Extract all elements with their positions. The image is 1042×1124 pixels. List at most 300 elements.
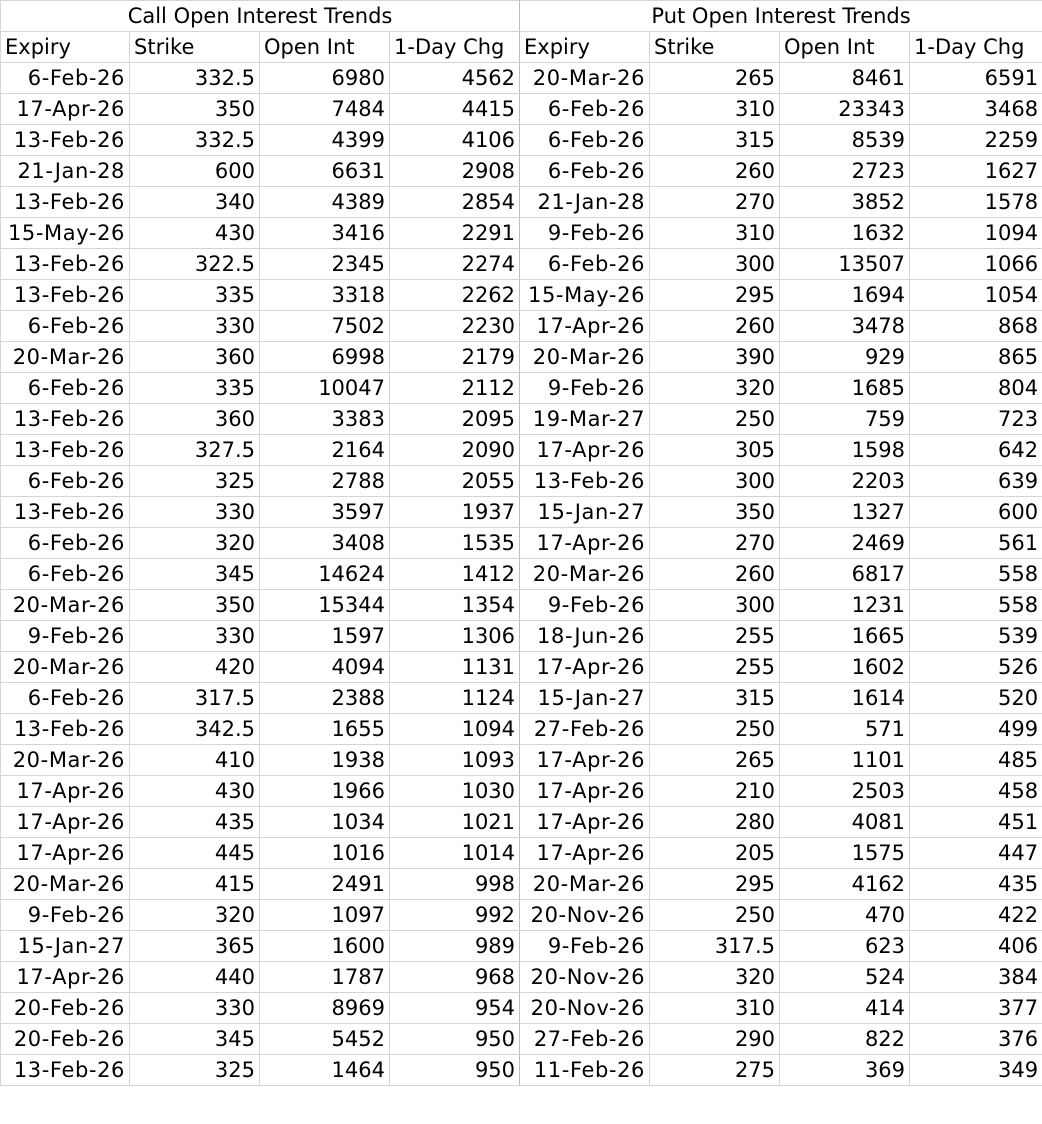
put-expiry-cell: 17-Apr-26 [520,807,650,838]
put-expiry-cell: 20-Mar-26 [520,342,650,373]
call-open-int-cell: 1097 [260,900,390,931]
call-expiry-cell: 6-Feb-26 [1,311,130,342]
put-1-day-chg-cell: 642 [910,435,1042,466]
put-open-int-cell: 3478 [780,311,910,342]
call-section-title: Call Open Interest Trends [1,1,520,32]
put-section-title: Put Open Interest Trends [520,1,1042,32]
put-1-day-chg-cell: 520 [910,683,1042,714]
call-open-int-cell: 1966 [260,776,390,807]
call-1-day-chg-cell: 992 [390,900,520,931]
put-strike-cell: 265 [650,63,780,94]
table-row [1,993,1042,1024]
put-strike-cell: 310 [650,218,780,249]
put-open-int-cell: 759 [780,404,910,435]
call-expiry-cell: 17-Apr-26 [1,962,130,993]
put-open-int-cell: 929 [780,342,910,373]
call-expiry-cell: 13-Feb-26 [1,1055,130,1086]
call-strike-cell: 320 [130,528,260,559]
call-open-int-cell: 14624 [260,559,390,590]
put-1-day-chg-cell: 526 [910,652,1042,683]
call-1-day-chg-cell: 989 [390,931,520,962]
put-1-day-chg-cell: 1066 [910,249,1042,280]
call-strike-cell: 325 [130,466,260,497]
table-row [1,776,1042,807]
table-row [1,187,1042,218]
table-row [1,466,1042,497]
call-strike-cell: 342.5 [130,714,260,745]
put-1-day-chg-cell: 447 [910,838,1042,869]
put-1-day-chg-cell: 2259 [910,125,1042,156]
put-expiry-cell: 20-Mar-26 [520,63,650,94]
call-1-day-chg-cell: 1937 [390,497,520,528]
call-1-day-chg-cell: 2055 [390,466,520,497]
put-open-int-cell: 1101 [780,745,910,776]
put-expiry-cell: 11-Feb-26 [520,1055,650,1086]
put-1-day-chg-cell: 458 [910,776,1042,807]
put-open-int-cell: 470 [780,900,910,931]
put-strike-cell: 270 [650,187,780,218]
put-header-expiry: Expiry [520,32,650,63]
put-1-day-chg-cell: 377 [910,993,1042,1024]
call-expiry-cell: 13-Feb-26 [1,404,130,435]
put-open-int-cell: 2503 [780,776,910,807]
call-open-int-cell: 5452 [260,1024,390,1055]
put-expiry-cell: 20-Mar-26 [520,559,650,590]
call-1-day-chg-cell: 1131 [390,652,520,683]
table-row [1,590,1042,621]
call-1-day-chg-cell: 950 [390,1024,520,1055]
put-expiry-cell: 20-Nov-26 [520,993,650,1024]
call-open-int-cell: 2491 [260,869,390,900]
call-open-int-cell: 6998 [260,342,390,373]
call-open-int-cell: 1787 [260,962,390,993]
table-row [1,559,1042,590]
put-open-int-cell: 2203 [780,466,910,497]
put-open-int-cell: 524 [780,962,910,993]
put-strike-cell: 390 [650,342,780,373]
put-expiry-cell: 9-Feb-26 [520,373,650,404]
put-header-strike: Strike [650,32,780,63]
call-strike-cell: 322.5 [130,249,260,280]
put-strike-cell: 300 [650,466,780,497]
call-open-int-cell: 4094 [260,652,390,683]
call-expiry-cell: 20-Mar-26 [1,745,130,776]
call-strike-cell: 360 [130,404,260,435]
call-header-open-int: Open Int [260,32,390,63]
put-open-int-cell: 1614 [780,683,910,714]
table-row [1,311,1042,342]
call-1-day-chg-cell: 1014 [390,838,520,869]
put-1-day-chg-cell: 3468 [910,94,1042,125]
call-open-int-cell: 3383 [260,404,390,435]
put-expiry-cell: 6-Feb-26 [520,249,650,280]
call-1-day-chg-cell: 4415 [390,94,520,125]
put-strike-cell: 260 [650,156,780,187]
put-expiry-cell: 15-Jan-27 [520,497,650,528]
call-1-day-chg-cell: 2854 [390,187,520,218]
call-open-int-cell: 1016 [260,838,390,869]
put-1-day-chg-cell: 723 [910,404,1042,435]
put-open-int-cell: 2723 [780,156,910,187]
call-expiry-cell: 15-Jan-27 [1,931,130,962]
put-strike-cell: 280 [650,807,780,838]
put-1-day-chg-cell: 868 [910,311,1042,342]
call-strike-cell: 410 [130,745,260,776]
put-1-day-chg-cell: 376 [910,1024,1042,1055]
call-strike-cell: 330 [130,621,260,652]
call-1-day-chg-cell: 2908 [390,156,520,187]
call-1-day-chg-cell: 954 [390,993,520,1024]
call-strike-cell: 335 [130,280,260,311]
call-expiry-cell: 13-Feb-26 [1,249,130,280]
put-1-day-chg-cell: 6591 [910,63,1042,94]
call-open-int-cell: 6631 [260,156,390,187]
put-1-day-chg-cell: 349 [910,1055,1042,1086]
table-row [1,745,1042,776]
call-open-int-cell: 4399 [260,125,390,156]
call-strike-cell: 445 [130,838,260,869]
put-1-day-chg-cell: 422 [910,900,1042,931]
put-open-int-cell: 1598 [780,435,910,466]
call-expiry-cell: 20-Mar-26 [1,869,130,900]
put-expiry-cell: 6-Feb-26 [520,94,650,125]
put-header-open-int: Open Int [780,32,910,63]
call-header-strike: Strike [130,32,260,63]
call-open-int-cell: 2788 [260,466,390,497]
put-open-int-cell: 1575 [780,838,910,869]
call-1-day-chg-cell: 950 [390,1055,520,1086]
put-1-day-chg-cell: 1627 [910,156,1042,187]
put-strike-cell: 250 [650,714,780,745]
table-row [1,838,1042,869]
put-1-day-chg-cell: 539 [910,621,1042,652]
call-open-int-cell: 10047 [260,373,390,404]
put-expiry-cell: 13-Feb-26 [520,466,650,497]
call-1-day-chg-cell: 1354 [390,590,520,621]
call-1-day-chg-cell: 2095 [390,404,520,435]
put-strike-cell: 250 [650,900,780,931]
put-open-int-cell: 13507 [780,249,910,280]
put-open-int-cell: 2469 [780,528,910,559]
table-row [1,94,1042,125]
put-1-day-chg-cell: 406 [910,931,1042,962]
table-row [1,156,1042,187]
call-strike-cell: 430 [130,218,260,249]
call-1-day-chg-cell: 2090 [390,435,520,466]
call-expiry-cell: 13-Feb-26 [1,497,130,528]
call-expiry-cell: 17-Apr-26 [1,776,130,807]
call-strike-cell: 435 [130,807,260,838]
call-open-int-cell: 15344 [260,590,390,621]
put-strike-cell: 250 [650,404,780,435]
put-strike-cell: 255 [650,652,780,683]
put-strike-cell: 320 [650,373,780,404]
call-strike-cell: 332.5 [130,63,260,94]
call-strike-cell: 320 [130,900,260,931]
put-open-int-cell: 1231 [780,590,910,621]
put-strike-cell: 300 [650,590,780,621]
call-strike-cell: 345 [130,1024,260,1055]
call-open-int-cell: 8969 [260,993,390,1024]
call-header-1-day-chg: 1-Day Chg [390,32,520,63]
call-strike-cell: 330 [130,993,260,1024]
put-1-day-chg-cell: 804 [910,373,1042,404]
call-expiry-cell: 20-Mar-26 [1,342,130,373]
call-strike-cell: 600 [130,156,260,187]
put-1-day-chg-cell: 1054 [910,280,1042,311]
call-1-day-chg-cell: 1094 [390,714,520,745]
call-1-day-chg-cell: 2274 [390,249,520,280]
put-strike-cell: 290 [650,1024,780,1055]
put-open-int-cell: 822 [780,1024,910,1055]
call-1-day-chg-cell: 2112 [390,373,520,404]
put-strike-cell: 315 [650,683,780,714]
put-strike-cell: 315 [650,125,780,156]
put-open-int-cell: 571 [780,714,910,745]
call-strike-cell: 332.5 [130,125,260,156]
put-open-int-cell: 1602 [780,652,910,683]
call-expiry-cell: 6-Feb-26 [1,63,130,94]
title-row [1,1,1042,32]
put-strike-cell: 260 [650,311,780,342]
call-strike-cell: 325 [130,1055,260,1086]
put-strike-cell: 210 [650,776,780,807]
put-expiry-cell: 15-May-26 [520,280,650,311]
call-open-int-cell: 1655 [260,714,390,745]
put-strike-cell: 270 [650,528,780,559]
put-expiry-cell: 18-Jun-26 [520,621,650,652]
put-strike-cell: 350 [650,497,780,528]
call-expiry-cell: 13-Feb-26 [1,187,130,218]
put-open-int-cell: 1685 [780,373,910,404]
put-expiry-cell: 27-Feb-26 [520,714,650,745]
call-open-int-cell: 3408 [260,528,390,559]
call-expiry-cell: 13-Feb-26 [1,435,130,466]
call-strike-cell: 350 [130,94,260,125]
call-1-day-chg-cell: 2291 [390,218,520,249]
call-1-day-chg-cell: 1535 [390,528,520,559]
put-strike-cell: 310 [650,94,780,125]
put-strike-cell: 205 [650,838,780,869]
table-row [1,280,1042,311]
table-row [1,931,1042,962]
call-expiry-cell: 17-Apr-26 [1,838,130,869]
put-strike-cell: 317.5 [650,931,780,962]
call-expiry-cell: 9-Feb-26 [1,621,130,652]
call-header-expiry: Expiry [1,32,130,63]
put-strike-cell: 295 [650,280,780,311]
call-open-int-cell: 7484 [260,94,390,125]
put-open-int-cell: 369 [780,1055,910,1086]
put-1-day-chg-cell: 558 [910,590,1042,621]
put-header-1-day-chg: 1-Day Chg [910,32,1042,63]
put-expiry-cell: 20-Nov-26 [520,900,650,931]
call-expiry-cell: 6-Feb-26 [1,683,130,714]
put-strike-cell: 255 [650,621,780,652]
call-expiry-cell: 20-Feb-26 [1,1024,130,1055]
table-row [1,1024,1042,1055]
put-open-int-cell: 4081 [780,807,910,838]
call-1-day-chg-cell: 1030 [390,776,520,807]
call-expiry-cell: 15-May-26 [1,218,130,249]
call-strike-cell: 420 [130,652,260,683]
put-1-day-chg-cell: 639 [910,466,1042,497]
put-1-day-chg-cell: 451 [910,807,1042,838]
put-open-int-cell: 6817 [780,559,910,590]
put-1-day-chg-cell: 561 [910,528,1042,559]
call-strike-cell: 340 [130,187,260,218]
put-strike-cell: 295 [650,869,780,900]
put-open-int-cell: 1327 [780,497,910,528]
call-expiry-cell: 17-Apr-26 [1,94,130,125]
put-expiry-cell: 9-Feb-26 [520,218,650,249]
call-expiry-cell: 13-Feb-26 [1,280,130,311]
call-strike-cell: 345 [130,559,260,590]
call-1-day-chg-cell: 2230 [390,311,520,342]
call-open-int-cell: 1597 [260,621,390,652]
put-1-day-chg-cell: 435 [910,869,1042,900]
call-expiry-cell: 20-Mar-26 [1,652,130,683]
put-expiry-cell: 17-Apr-26 [520,652,650,683]
put-strike-cell: 305 [650,435,780,466]
put-1-day-chg-cell: 865 [910,342,1042,373]
call-strike-cell: 360 [130,342,260,373]
call-strike-cell: 430 [130,776,260,807]
call-expiry-cell: 6-Feb-26 [1,528,130,559]
call-1-day-chg-cell: 1412 [390,559,520,590]
put-open-int-cell: 1632 [780,218,910,249]
put-expiry-cell: 15-Jan-27 [520,683,650,714]
put-expiry-cell: 17-Apr-26 [520,838,650,869]
put-expiry-cell: 17-Apr-26 [520,776,650,807]
call-open-int-cell: 6980 [260,63,390,94]
call-1-day-chg-cell: 1093 [390,745,520,776]
call-1-day-chg-cell: 2262 [390,280,520,311]
call-1-day-chg-cell: 4562 [390,63,520,94]
put-expiry-cell: 21-Jan-28 [520,187,650,218]
put-open-int-cell: 8539 [780,125,910,156]
table-row [1,63,1042,94]
call-open-int-cell: 2345 [260,249,390,280]
table-row [1,435,1042,466]
put-strike-cell: 260 [650,559,780,590]
put-strike-cell: 310 [650,993,780,1024]
header-row [1,32,1042,63]
put-open-int-cell: 3852 [780,187,910,218]
put-expiry-cell: 9-Feb-26 [520,590,650,621]
put-strike-cell: 265 [650,745,780,776]
table-row [1,249,1042,280]
put-expiry-cell: 17-Apr-26 [520,311,650,342]
call-1-day-chg-cell: 968 [390,962,520,993]
call-expiry-cell: 20-Feb-26 [1,993,130,1024]
call-open-int-cell: 2388 [260,683,390,714]
put-1-day-chg-cell: 1578 [910,187,1042,218]
call-expiry-cell: 13-Feb-26 [1,714,130,745]
table-row [1,683,1042,714]
call-open-int-cell: 3597 [260,497,390,528]
call-strike-cell: 365 [130,931,260,962]
table-row [1,807,1042,838]
put-expiry-cell: 17-Apr-26 [520,435,650,466]
put-strike-cell: 300 [650,249,780,280]
put-1-day-chg-cell: 558 [910,559,1042,590]
call-1-day-chg-cell: 1306 [390,621,520,652]
put-open-int-cell: 414 [780,993,910,1024]
put-1-day-chg-cell: 600 [910,497,1042,528]
call-strike-cell: 440 [130,962,260,993]
call-1-day-chg-cell: 2179 [390,342,520,373]
call-1-day-chg-cell: 1124 [390,683,520,714]
table-row [1,528,1042,559]
table-row [1,900,1042,931]
call-strike-cell: 350 [130,590,260,621]
put-open-int-cell: 23343 [780,94,910,125]
table-row [1,497,1042,528]
table-row [1,652,1042,683]
table-row [1,342,1042,373]
call-1-day-chg-cell: 1021 [390,807,520,838]
table-row [1,621,1042,652]
call-open-int-cell: 3416 [260,218,390,249]
call-expiry-cell: 21-Jan-28 [1,156,130,187]
table-body [1,1,1042,1086]
call-expiry-cell: 6-Feb-26 [1,466,130,497]
call-open-int-cell: 4389 [260,187,390,218]
table-row [1,962,1042,993]
call-expiry-cell: 17-Apr-26 [1,807,130,838]
table-row [1,714,1042,745]
put-expiry-cell: 20-Nov-26 [520,962,650,993]
call-open-int-cell: 7502 [260,311,390,342]
put-expiry-cell: 20-Mar-26 [520,869,650,900]
table-row [1,125,1042,156]
put-expiry-cell: 17-Apr-26 [520,528,650,559]
call-1-day-chg-cell: 998 [390,869,520,900]
call-strike-cell: 415 [130,869,260,900]
put-expiry-cell: 9-Feb-26 [520,931,650,962]
put-1-day-chg-cell: 384 [910,962,1042,993]
call-expiry-cell: 20-Mar-26 [1,590,130,621]
put-1-day-chg-cell: 485 [910,745,1042,776]
call-open-int-cell: 1600 [260,931,390,962]
call-open-int-cell: 1464 [260,1055,390,1086]
call-open-int-cell: 3318 [260,280,390,311]
put-expiry-cell: 6-Feb-26 [520,156,650,187]
put-1-day-chg-cell: 499 [910,714,1042,745]
put-strike-cell: 275 [650,1055,780,1086]
call-strike-cell: 335 [130,373,260,404]
call-open-int-cell: 2164 [260,435,390,466]
call-strike-cell: 330 [130,311,260,342]
table-row [1,1055,1042,1086]
call-open-int-cell: 1034 [260,807,390,838]
put-expiry-cell: 19-Mar-27 [520,404,650,435]
table-row [1,373,1042,404]
call-expiry-cell: 9-Feb-26 [1,900,130,931]
put-open-int-cell: 8461 [780,63,910,94]
table-row [1,404,1042,435]
call-strike-cell: 327.5 [130,435,260,466]
put-strike-cell: 320 [650,962,780,993]
table-row [1,218,1042,249]
call-expiry-cell: 6-Feb-26 [1,559,130,590]
put-1-day-chg-cell: 1094 [910,218,1042,249]
put-open-int-cell: 1694 [780,280,910,311]
call-strike-cell: 317.5 [130,683,260,714]
call-open-int-cell: 1938 [260,745,390,776]
call-strike-cell: 330 [130,497,260,528]
